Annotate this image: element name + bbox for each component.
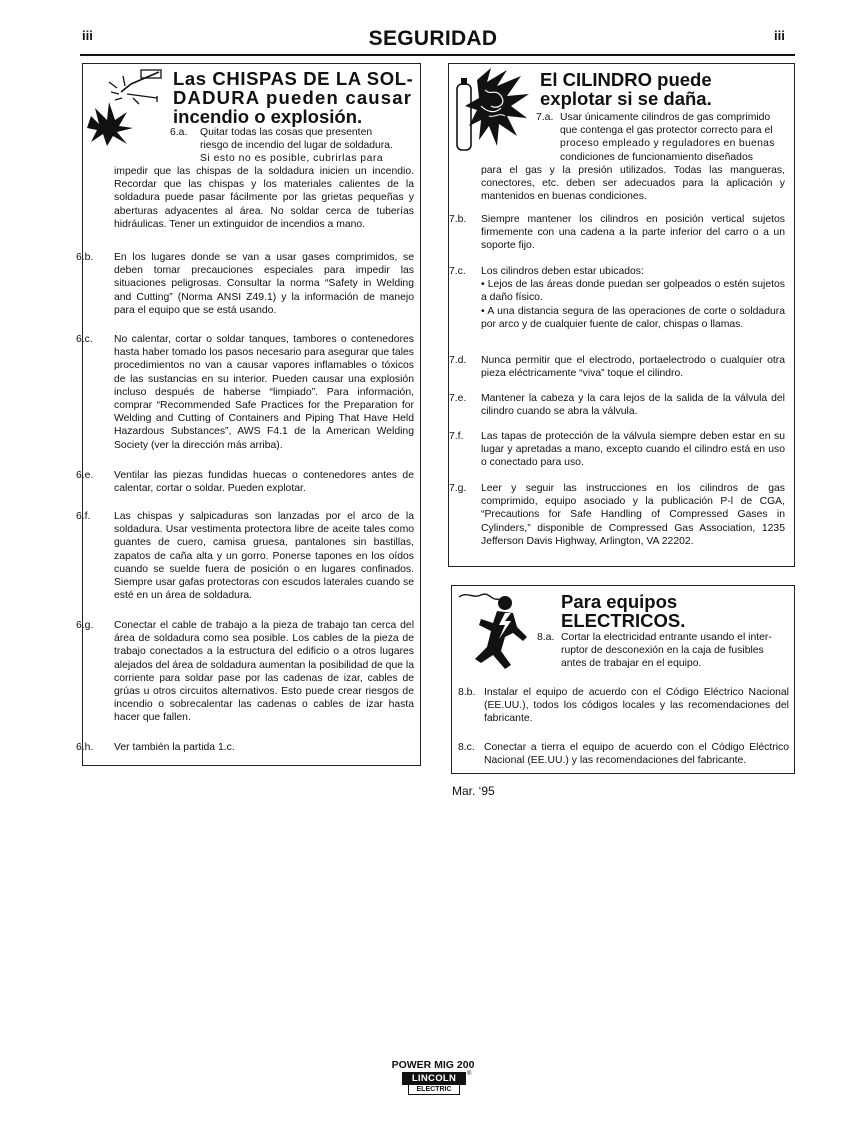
item-6h: 6.h. Ver también la partida 1.c. xyxy=(76,742,235,753)
page-number-right: iii xyxy=(774,28,785,43)
item-7d: 7.d. Nunca permitir que el electrodo, portaelectrodo o cualquier otra pieza eléctricamente “viva” toque el cilindro. xyxy=(449,355,785,380)
electric-shock-icon xyxy=(455,589,537,671)
item-7a-continued: para el gas y la presión utilizados. Todas las mangueras, conectores, etc. deben ser adecuados para la aplicación y mantenidos en buenas condiciones. xyxy=(481,165,785,203)
item-6a-continued: impedir que las chispas de la soldadura inicien un incendio. Recordar que las chispas y los materiales calientes de la soldadura puede pasar fácilmente por las grietas pequeñas y aberturas adyacentes al área. No soldar cerca de tuberías hidráulicas. Tener un extinguidor de incendios a mano. xyxy=(114,166,414,230)
item-8c: 8.c. Conectar a tierra el equipo de acuerdo con el Código Eléctrico Nacional (EE.UU.) y las recomendaciones del fabricante. xyxy=(458,742,789,767)
cylinder-warning-box xyxy=(448,63,795,567)
item-7a: 7.a. Usar únicamente cilindros de gas comprimido que contenga el gas protector correcto para el proceso empleado y reguladores en buenas condiciones de funcionamiento diseñados xyxy=(536,112,775,163)
logo-bottom: ELECTRIC xyxy=(408,1084,460,1095)
item-7f: 7.f. Las tapas de protección de la válvula siempre deben estar en su lugar y apretadas a mano, excepto cuando el cilindro está en uso o conectado para uso. xyxy=(449,431,785,469)
item-6g: 6.g. Conectar el cable de trabajo a la pieza de trabajo tan cerca del área de soldadura como sea posible. Los cables de la pieza de trabajo conectados a la estructura del edificio o a otros lugares alejados del área de soldadura aumentan la posibilidad de que la corriente para soldar pase por las cadenas de izar, cables de grúas u otros circuitos alternativos. Esto puede crear riesgos de incendio o sobrecalentar las cadenas o cables de izar hasta hacer que fallen. xyxy=(76,620,414,724)
item-8b: 8.b. Instalar el equipo de acuerdo con el Código Eléctrico Nacional (EE.UU.), todos los códigos locales y las recomendaciones del fabricante. xyxy=(458,687,789,725)
item-7e: 7.e. Mantener la cabeza y la cara lejos de la salida de la válvula del cilindro cuando se abra la válvula. xyxy=(449,393,785,418)
page-title: SEGURIDAD xyxy=(368,27,498,50)
electric-warning-box xyxy=(451,585,795,774)
item-7g: 7.g. Leer y seguir las instrucciones en los cilindros de gas comprimido, equipo asociado y la publicación P-l de CGA, “Precautions for Safe Handling of Compressed Gases in Cylinders,” disponible de Compressed Gas Association, 1235 Jefferson Davis Highway, Arlington, VA 22202. xyxy=(449,483,785,547)
sparks-warning-box xyxy=(76,63,421,766)
item-6b: 6.b. En los lugares donde se van a usar gases comprimidos, se deben tomar precauciones especiales para impedir las situaciones peligrosas. Consultar la norma “Safety in Welding and Cutting” (Norma ANSI Z49.1) y la información de manejo para el equipo que se está usando. xyxy=(76,252,414,316)
exploding-cylinder-icon xyxy=(451,66,533,158)
sparks-header: Las CHISPAS DE LA SOL- DADURA pueden causar incendio o explosión. xyxy=(173,68,414,127)
cylinder-header: El CILINDRO puede explotar si se daña. xyxy=(540,69,712,109)
page-number-left: iii xyxy=(82,28,93,43)
title-rule xyxy=(80,54,795,56)
item-7b: 7.b. Siempre mantener los cilindros en posición vertical sujetos firmemente con una cadena a la parte inferior del carro o a un soporte fijo. xyxy=(449,214,785,252)
fire-explosion-icon xyxy=(87,68,167,148)
item-7c: 7.c. Los cilindros deben estar ubicados: • Lejos de las áreas donde puedan ser golpeados o estén sujetos a daño físico. • A una distancia segura de las operaciones de corte o soldadura por arco y de cualquier fuente de calor, chispas o llamas. xyxy=(449,266,785,330)
item-8a: 8.a. Cortar la electricidad entrante usando el inter- ruptor de desconexión en la caja de fusibles antes de trabajar en el equipo. xyxy=(537,632,772,670)
lincoln-electric-logo xyxy=(402,1071,472,1095)
registered-mark: ® xyxy=(467,1071,472,1077)
electric-header: Para equipos ELECTRICOS. xyxy=(561,591,686,631)
item-6e: 6.e. Ventilar las piezas fundidas huecas o contenedores antes de calentar, cortar o soldar. Pueden explotar. xyxy=(76,470,414,495)
logo-top: LINCOLN xyxy=(402,1072,466,1085)
item-6a: 6.a. Quitar todas las cosas que presenten riesgo de incendio del lugar de soldadura. Si esto no es posible, cubrirlas para xyxy=(170,127,393,165)
revision-date: Mar. ‘95 xyxy=(452,784,495,798)
item-6c: 6.c. No calentar, cortar o soldar tanques, tambores o contenedores hasta haber tomado los pasos necesario para asegurar que tales procedimientos no van a causar vapores inflamables o tóxicos de las sustancias en su interior. Pueden causar una explosión incluso después de haberse “limpiado”. Para información, comprar “Recommended Safe Practices for the Preparation for Welding and Cutting of Containers and Piping That Have Held Hazardous Substances”, AWS F4.1 de la American Welding Society (ver la dirección más arriba). xyxy=(76,334,414,451)
model-name: POWER MIG 200 xyxy=(391,1059,475,1071)
item-6f: 6.f. Las chispas y salpicaduras son lanzadas por el arco de la soldadura. Usar vestimenta protectora libre de aceite tales como guantes de cuero, camisa gruesa, pantalones sin bastillas, zapatos de caña alta y un gorro. Ponerse tapones en los oídos cuando se suelde fuera de posición o en lugares confinados. Siempre usar gafas protectoras con escudos laterales cuando se esté en un área de soldadura. xyxy=(76,511,414,602)
